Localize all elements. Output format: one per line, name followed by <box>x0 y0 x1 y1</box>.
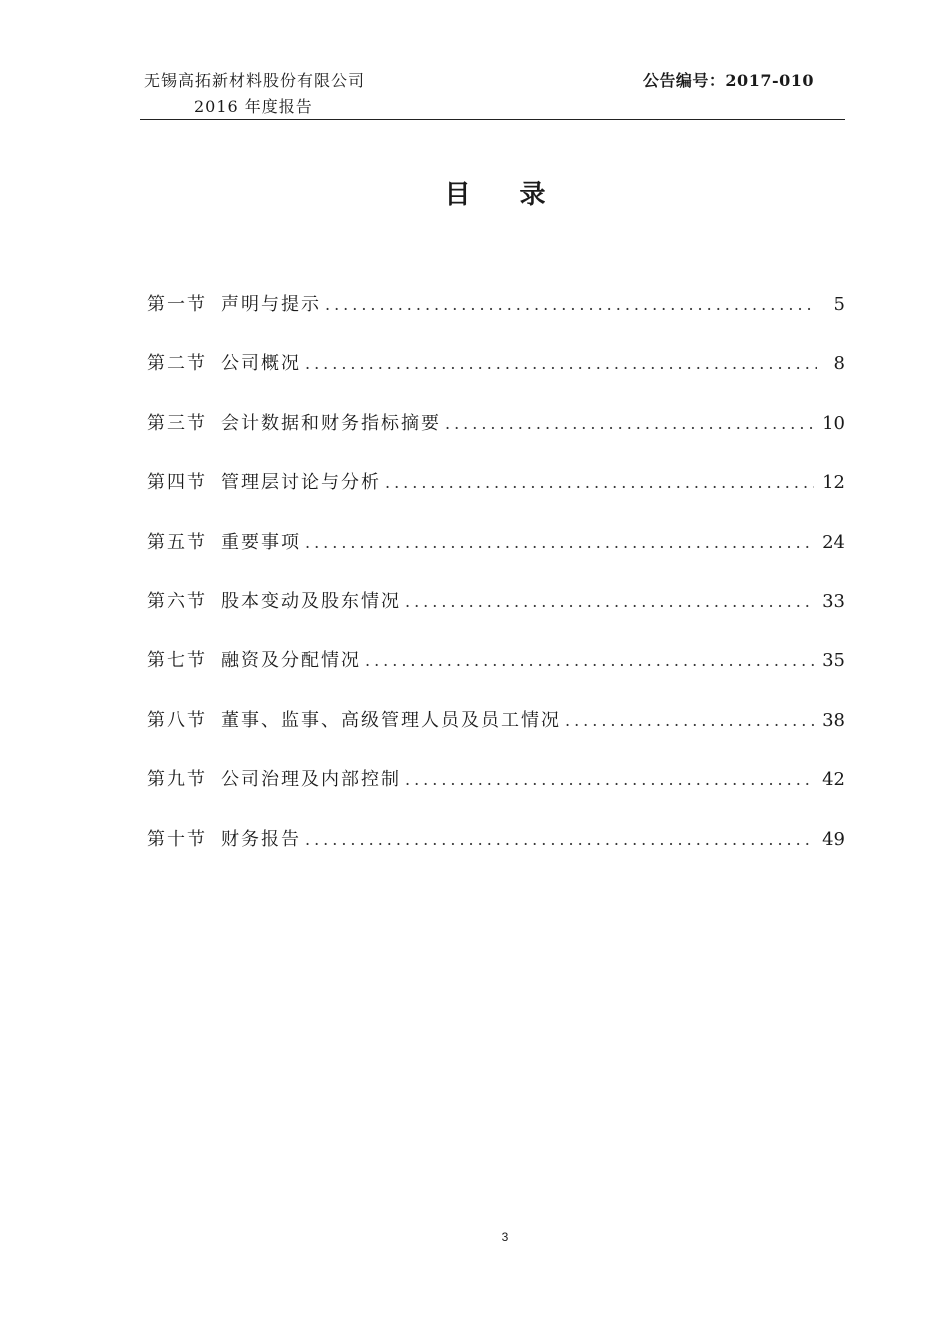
toc-section-title: 融资及分配情况 <box>221 650 361 672</box>
toc-section-title: 公司治理及内部控制 <box>221 769 401 791</box>
toc-entry[interactable] <box>147 587 845 646</box>
toc-section-number: 第二节 <box>147 353 207 375</box>
toc-entry[interactable] <box>147 528 845 587</box>
toc-entry[interactable] <box>147 765 845 824</box>
toc-entry[interactable] <box>147 825 845 884</box>
toc-page-number: 49 <box>822 828 845 850</box>
toc-dot-leader <box>405 770 814 789</box>
toc-dot-leader <box>565 711 814 730</box>
toc-section-title: 董事、监事、高级管理人员及员工情况 <box>221 709 561 731</box>
report-name: 2016 年度报告 <box>194 97 313 116</box>
toc-section-title: 管理层讨论与分析 <box>221 472 381 494</box>
toc-section-title: 公司概况 <box>221 353 301 375</box>
header-divider <box>140 119 845 120</box>
toc-section-number: 第四节 <box>147 472 207 494</box>
toc-page-number: 24 <box>822 531 845 553</box>
toc-section-number: 第七节 <box>147 650 207 672</box>
table-of-contents <box>147 290 845 884</box>
toc-entry[interactable] <box>147 290 845 349</box>
toc-section-number: 第九节 <box>147 769 207 791</box>
toc-page-number: 42 <box>822 769 845 791</box>
toc-dot-leader <box>305 533 814 552</box>
page-number: 3 <box>501 1230 509 1244</box>
toc-page-number: 8 <box>833 353 845 375</box>
company-name: 无锡高拓新材料股份有限公司 <box>144 71 366 90</box>
toc-entry[interactable] <box>147 468 845 527</box>
toc-section-title: 声明与提示 <box>221 294 321 315</box>
toc-dot-leader <box>445 414 814 433</box>
toc-page-number: 33 <box>822 590 845 612</box>
toc-section-number: 第三节 <box>147 412 207 434</box>
toc-dot-leader <box>325 295 817 314</box>
toc-page-number: 35 <box>822 650 845 672</box>
toc-section-title: 财务报告 <box>221 828 301 850</box>
toc-entry[interactable] <box>147 409 845 468</box>
toc-section-title: 会计数据和财务指标摘要 <box>221 412 441 434</box>
header-company-block <box>144 68 365 120</box>
toc-dot-leader <box>405 592 814 611</box>
toc-entry[interactable] <box>147 349 845 408</box>
toc-section-title: 重要事项 <box>221 531 301 553</box>
announcement-number: 公告编号：2017-010 <box>642 71 814 90</box>
toc-title: 目 录 <box>444 180 566 210</box>
toc-dot-leader <box>305 354 817 373</box>
toc-page-number: 12 <box>822 472 845 494</box>
toc-section-number: 第十节 <box>147 828 207 850</box>
toc-dot-leader <box>385 473 814 492</box>
toc-section-title: 股本变动及股东情况 <box>221 590 401 612</box>
toc-entry[interactable] <box>147 706 845 765</box>
toc-dot-leader <box>305 830 814 849</box>
toc-section-number: 第一节 <box>147 294 207 315</box>
toc-dot-leader <box>365 651 814 670</box>
toc-section-number: 第六节 <box>147 590 207 612</box>
toc-page-number: 38 <box>822 709 845 731</box>
toc-section-number: 第五节 <box>147 531 207 553</box>
toc-page-number: 5 <box>833 294 845 315</box>
toc-page-number: 10 <box>822 412 845 434</box>
toc-entry[interactable] <box>147 646 845 705</box>
toc-section-number: 第八节 <box>147 709 207 731</box>
